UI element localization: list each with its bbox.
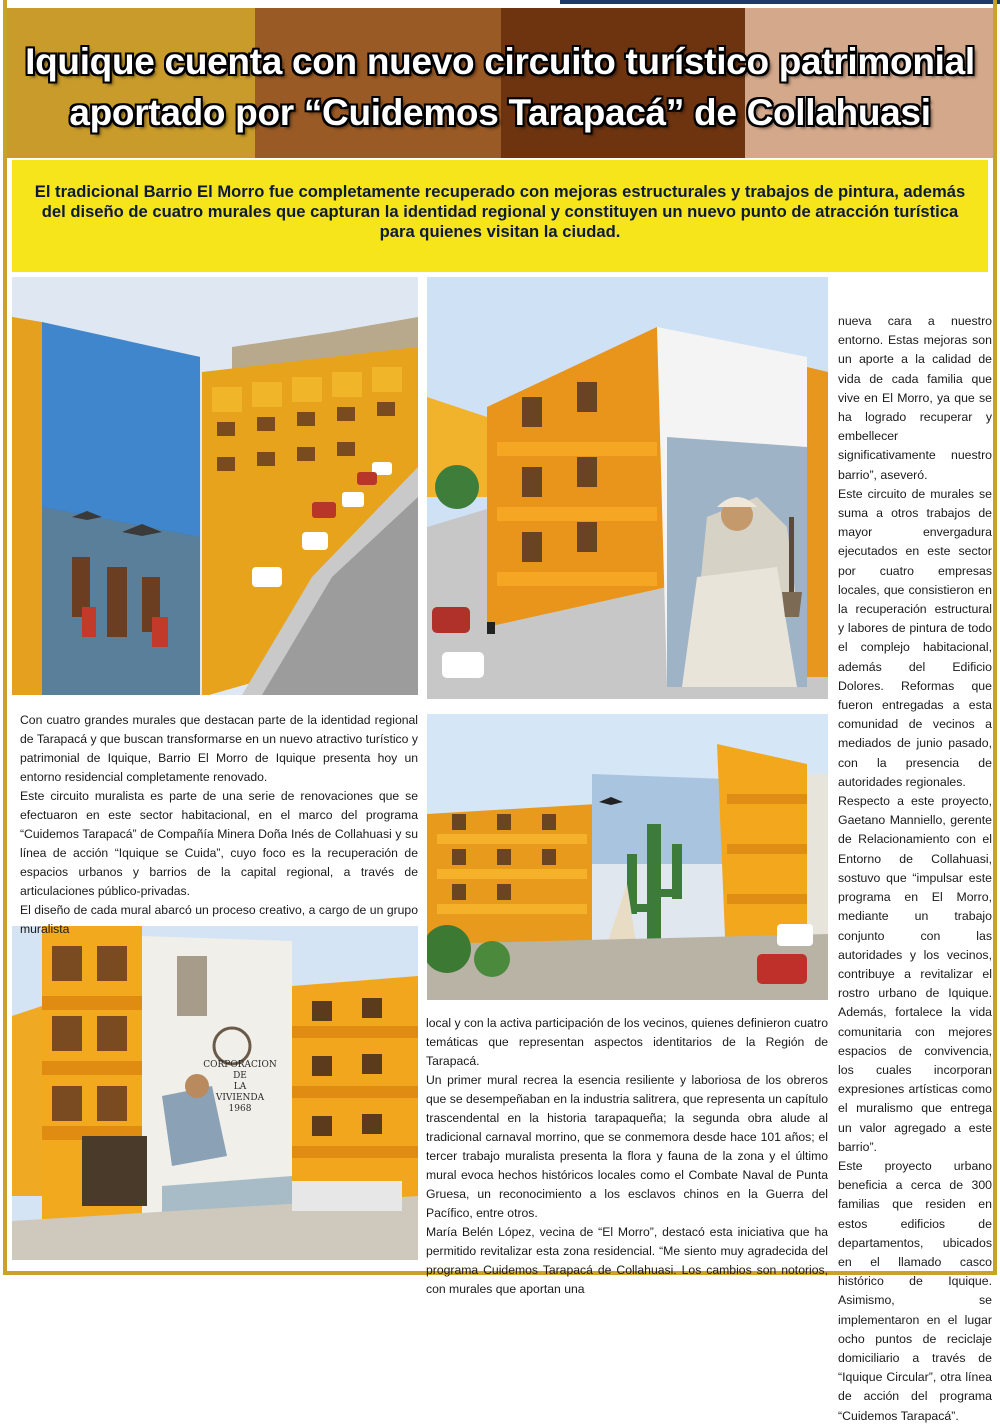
col1-paragraph-3: El diseño de cada mural abarcó un proceso creativo, a cargo de un grupo muralista <box>20 903 418 936</box>
mural-text-3: LA <box>233 1082 247 1092</box>
photo-miner-mural-image <box>427 277 828 699</box>
col3-paragraph-4: Este proyecto urbano beneficia a cerca de 300 familias que residen en estos edificios de departamentos, ubicados en el llamado casco histórico de Iquique. Asimismo, se implementaron en el lugar ocho puntos de reciclaje domiciliario a través de “Iquique Circular”, otra línea de acción del programa “Cuidemos Tarapacá”. <box>838 1158 992 1423</box>
body-column-2 <box>426 1014 828 1299</box>
mural-inscription <box>200 1060 280 1115</box>
title-line-2: aportado por “Cuidemos Tarapacá” de Collahuasi <box>69 92 931 133</box>
col1-paragraph-1: Con cuatro grandes murales que destacan parte de la identidad regional de Tarapacá y que buscan transformarse en un nuevo atractivo turístico y patrimonial de Iquique, Barrio El Morro de Iquique presenta hoy un entorno residencial completamente renovado. <box>20 713 418 784</box>
photo-aerial-street <box>12 277 418 695</box>
article-title <box>7 36 993 138</box>
title-line-1: Iquique cuenta con nuevo circuito turístico patrimonial <box>25 41 975 82</box>
photo-aerial-street-image <box>12 277 418 695</box>
mural-text-5: 1968 <box>228 1104 252 1114</box>
photo-cactus-mural <box>427 714 828 1000</box>
header-banner <box>7 8 993 158</box>
photo-historic-mural <box>12 926 418 1260</box>
lead-text: El tradicional Barrio El Morro fue completamente recuperado con mejoras estructurales y trabajos de pintura, además del diseño de cuatro murales que capturan la identidad regional y constituyen un nuevo punto de atracción turística para quienes visitan la ciudad. <box>34 182 966 241</box>
col2-paragraph-3: María Belén López, vecina de “El Morro”, destacó esta iniciativa que ha permitido revitalizar esta zona residencial. “Me siento muy agradecida del programa Cuidemos Tarapacá de Collahuasi. Los cambios son notorios, con murales que aportan una <box>426 1225 828 1296</box>
col2-paragraph-1: local y con la activa participación de los vecinos, quienes definieron cuatro temáticas que representan aspectos identitarios de la Región de Tarapacá. <box>426 1016 828 1068</box>
col3-paragraph-3: Respecto a este proyecto, Gaetano Manniello, gerente de Relacionamiento con el Entorno de Collahuasi, sostuvo que “impulsar este programa en El Morro, mediante un trabajo conjunto con las autoridades y los vecinos, contribuye a revitalizar el rostro urbano de Iquique. Además, fortalece la vida comunitaria con mejores espacios de convivencia, los cuales incorporan expresiones artísticas como el muralismo que entrega un valor agregado a este barrio”. <box>838 794 992 1154</box>
mural-text-4: VIVIENDA <box>215 1093 265 1103</box>
col2-paragraph-2: Un primer mural recrea la esencia resiliente y laboriosa de los obreros que se desempeñaban en la industria salitrera, que representa un capítulo trascendental en la historia tarapaqueña; la segunda obra alude al tradicional carnaval morrino, que se conmemora desde hace 101 años; el tercer trabajo muralista presenta la flora y fauna de la zona y el último mural evoca hechos históricos locales como el Combate Naval de Punta Gruesa, un reconocimiento a los esclavos chinos en la Guerra del Pacífico, entre otros. <box>426 1073 828 1220</box>
col3-paragraph-2: Este circuito de murales se suma a otros trabajos de mayor envergadura ejecutados en este sector por cuatro empresas locales, que consistieron en la recuperación estructural y labores de pintura de todo el complejo habitacional, además del Edificio Dolores. Reformas que fueron entregadas a esta comunidad de vecinos a mediados de junio pasado, con la presencia de autoridades regionales. <box>838 486 992 789</box>
body-column-3 <box>838 312 992 1426</box>
mural-text-1: CORPORACION <box>203 1060 277 1070</box>
photo-cactus-mural-image <box>427 714 828 1000</box>
photo-miner-mural <box>427 277 828 699</box>
lead-box <box>12 160 988 272</box>
body-column-1 <box>20 711 418 939</box>
mural-text-2: DE <box>233 1071 247 1081</box>
col3-paragraph-1: nueva cara a nuestro entorno. Estas mejoras son un aporte a la calidad de vida de cada familia que vive en El Morro, ya que se ha logrado recuperar y embellecer significativamente nuestro barrio”, aseveró. <box>838 314 992 482</box>
col1-paragraph-2: Este circuito muralista es parte de una serie de renovaciones que se efectuaron en este sector habitacional, en el marco del programa “Cuidemos Tarapacá” de Compañía Minera Doña Inés de Collahuasi y su línea de acción “Iquique se Cuida”, cuyo foco es la recuperación de espacios urbanos y barrios de la capital regional, a través de articulaciones público-privadas. <box>20 789 418 898</box>
